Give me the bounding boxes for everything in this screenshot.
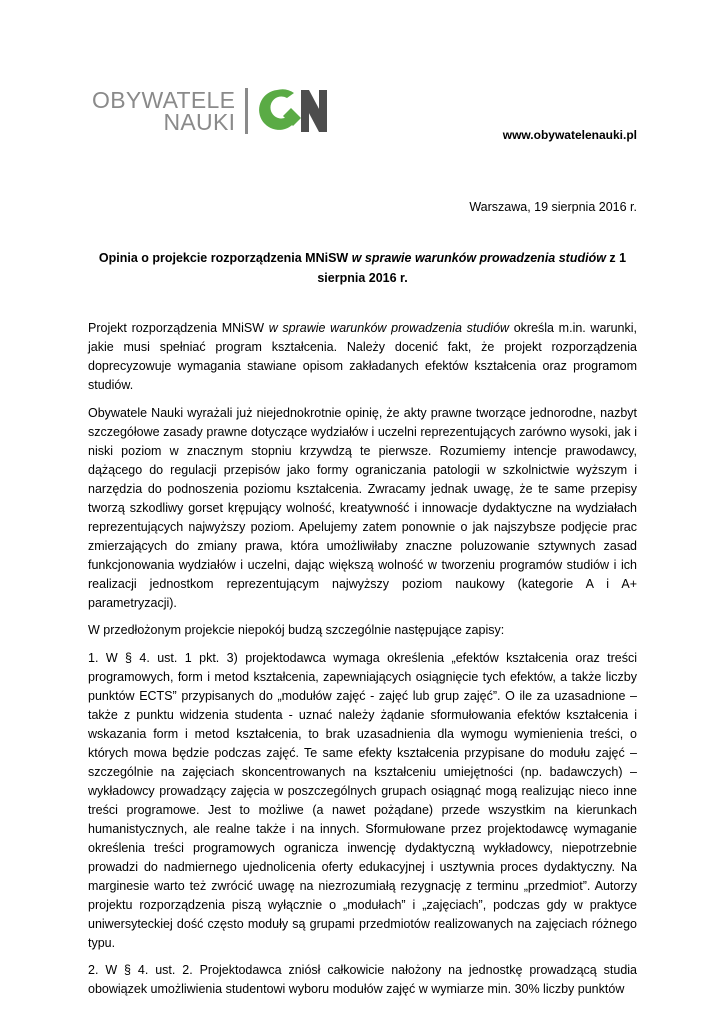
title-italic: w sprawie warunków prowadzenia studiów: [351, 251, 606, 265]
title-part-2: z 1 sierpnia 2016 r.: [317, 251, 627, 285]
paragraph-1-start: Projekt rozporządzenia MNiSW: [88, 321, 269, 335]
organization-logo: [92, 86, 329, 136]
paragraph-1-end: określa m.in. warunki, jakie musi spełniać program kształcenia. Należy docenić fakt, że projekt rozporządzenia doprecyzowuje wymagania stawiane opisom zakładanych efektów kształcenia oraz programom studiów.: [88, 321, 637, 392]
paragraph-5: 2. W § 4. ust. 2. Projektodawca zniósł całkowicie nałożony na jednostkę prowadzącą studia obowiązek umożliwienia studentowi wyboru modułów zajęć w wymiarze min. 30% liczby punktów: [88, 963, 637, 996]
document-title: [88, 248, 637, 288]
document-date: Warszawa, 19 sierpnia 2016 r.: [469, 200, 637, 214]
logo-wordmark: [92, 89, 235, 133]
paragraph-1-italic: w sprawie warunków prowadzenia studiów: [268, 321, 510, 335]
qn-logo-icon: [257, 86, 329, 136]
paragraph-3: W przedłożonym projekcie niepokój budzą szczególnie następujące zapisy:: [88, 623, 505, 637]
logo-line-1: OBYWATELE: [92, 87, 236, 113]
website-url: www.obywatelenauki.pl: [502, 128, 637, 142]
paragraph-4: 1. W § 4. ust. 1 pkt. 3) projektodawca wymaga określenia „efektów kształcenia oraz treści programowych, form i metod kształcenia, zapewniających osiągnięcie tych efektów, a także liczby punktów ECTS” przypisanych do „modułów zajęć - zajęć lub grup zajęć”. O ile za uzasadnione – także z punktu widzenia studenta - uznać należy żądanie sformułowania efektów kształcenia i wskazania form i metod kształcenia, to brak uzasadnienia dla wymogu wymienienia treści, o których mowa będzie podczas zajęć. Te same efekty kształcenia przypisane do modułu zajęć – szczególnie na zajęciach skoncentrowanych na kształceniu umiejętności (np. badawczych) – wykładowcy prowadzący zajęcia w poszczególnych grupach osiągnąć mogą realizując nieco inne treści programowe. Jest to możliwe (a nawet pożądane) przede wszystkim na kierunkach humanistycznych, ale realne także i na innych. Sformułowane przez projektodawcę wymaganie określenia treści programowych ogranicza inwencję dydaktyczną wykładowcy, niepotrzebnie prowadzi do nadmiernego ujednolicenia oferty edukacyjnej i usztywnia proces dydaktyczny. Na marginesie warto też zwrócić uwagę na niezrozumiałą rezygnację z terminu „przedmiot”. Autorzy projektu rozporządzenia piszą wyłącznie o „modułach” i „zajęciach”, podczas gdy w praktyce uniwersyteckiej dość często moduły są grupami przedmiotów realizowanych na zajęciach różnego typu.: [88, 650, 637, 950]
document-body: [88, 319, 637, 1008]
paragraph-1: [88, 319, 637, 395]
logo-line-2: NAUKI: [163, 109, 236, 135]
paragraph-2: Obywatele Nauki wyrażali już niejednokrotnie opinię, że akty prawne tworzące jednorodne, nazbyt szczegółowe zasady prawne dotyczące wydziałów i uczelni reprezentujących zarówno wysoki, jak i niski poziom w znacznym stopniu krzywdzą te pierwsze. Rozumiemy intencje prawodawcy, dążącego do regulacji przepisów jako formy ograniczania patologii w szkolnictwie wyższym i narzędzia do podnoszenia poziomu kształcenia. Zwracamy jednak uwagę, że te same przepisy tworzą szkodliwy gorset krępujący wolność, kreatywność i innowacje dydaktyczne na wydziałach reprezentujących najwyższy poziom. Apelujemy zatem ponownie o jak najszybsze podjęcie prac zmierzających do zmiany prawa, która umożliwiłaby znaczne poluzowanie sztywnych zasad funkcjonowania wydziałów i uczelni, dając większą wolność w tworzeniu programów studiów i ich realizacji jednostkom reprezentującym najwyższy poziom naukowy (kategorie A i A+ parametryzacji).: [88, 405, 637, 610]
title-part-1: Opinia o projekcie rozporządzenia MNiSW: [98, 251, 352, 265]
logo-divider: [245, 88, 248, 134]
